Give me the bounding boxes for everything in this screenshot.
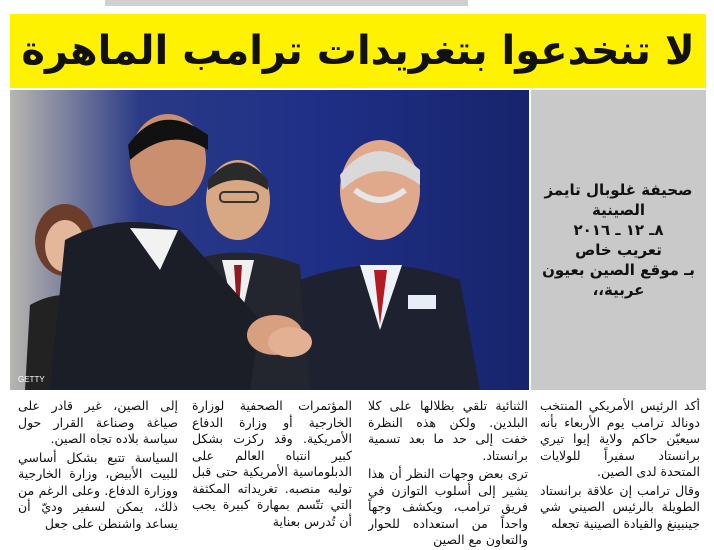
headline-banner [10, 14, 706, 88]
article-column-4 [18, 398, 178, 550]
paragraph: ترى بعض وجهات النظر أن هذا يشير إلى أسلوب التوازن في فريق ترامب، ويكشف وجهاً واحداً من استعداده للحوار والتعاون مع الصين [368, 466, 528, 547]
source-country: الصينية [591, 201, 646, 219]
page-headline: لا تنخدعوا بتغريدات ترامب الماهرة [21, 28, 695, 74]
source-newspaper: صحيفة غلوبال تايمز [544, 181, 693, 199]
source-date: ٨ـ ١٢ ـ ٢٠١٦ [573, 221, 664, 239]
handshake-photo-illustration [10, 90, 529, 390]
photo-credit: GETTY [18, 375, 45, 384]
news-photo [10, 90, 529, 390]
article-column-1 [540, 398, 700, 550]
paragraph: الثنائية تلقي بظلالها على كلا البلدين. ولكن هذه النظرة خفت إلى حد ما بعد تسمية برانستاد. [368, 398, 528, 463]
source-info-box [531, 90, 706, 390]
paragraph: إلى الصين، غير قادر على صياغة وصناعة القرار حول سياسة بلاده تجاه الصين. [18, 398, 178, 446]
source-translation: تعريب خاص [575, 241, 662, 259]
top-gray-bar [105, 0, 468, 6]
article-body [10, 398, 706, 550]
paragraph: المؤتمرات الصحفية لوزارة الخارجية أو وزارة الدفاع الأمريكية. وقد ركزت بشكل كبير انتباه العالم على الدبلوماسية الأمريكية حتى قبل توليه منصبه. تغريداته المكثفة التي تتّسم بمهارة كبيرة يجب أن تُدرس بعناية [192, 398, 352, 529]
article-column-2 [368, 398, 528, 550]
source-site: بـ موقع الصين بعيون [542, 261, 695, 279]
paragraph: أكد الرئيس الأمريكي المنتخب دونالد ترامب يوم الأربعاء بأنه سيعيّن حاكم ولاية إيوا تيري برانستاد سفيراً للولايات المتحدة لدى الصين. [540, 398, 700, 479]
article-column-3 [192, 398, 352, 550]
paragraph: وقال ترامب إن علاقة برانستاد الطويلة بالرئيس الصيني شي جينبينغ والقيادة الصينية تجعله [540, 482, 700, 531]
source-site-end: عربية،، [592, 281, 645, 299]
paragraph: السياسة تتبع بشكل أساسي للبيت الأبيض، وزارة الخارجية ووزارة الدفاع. وعلى الرغم من ذلك، يمكن لسفير وديّ أن يساعد واشنطن على جعل [18, 449, 178, 531]
